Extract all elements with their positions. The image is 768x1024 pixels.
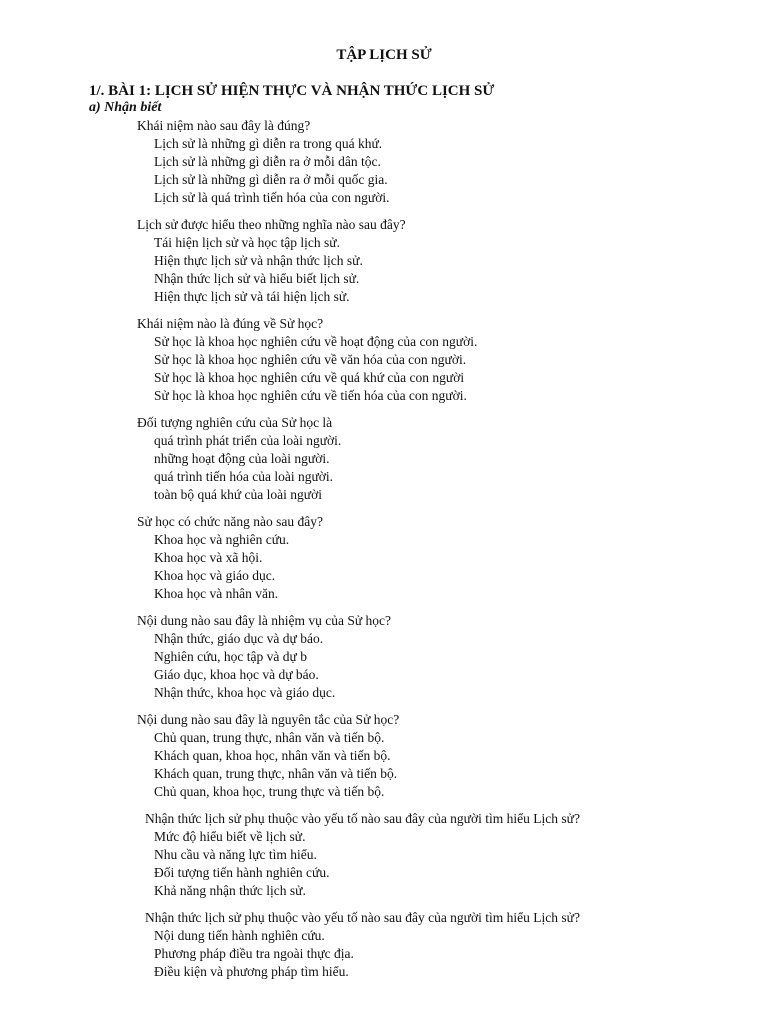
question-text: Nội dung nào sau đây là nhiệm vụ của Sử học? (137, 613, 392, 628)
answer-option: Giáo dục, khoa học và dự báo. (154, 667, 319, 682)
answer-option: Mức độ hiểu biết về lịch sử. (154, 829, 306, 844)
answer-option: toàn bộ quá khứ của loài người (154, 487, 322, 502)
question-7 (0, 711, 768, 801)
answer-option: Sử học là khoa học nghiên cứu về văn hóa của con người. (154, 352, 467, 367)
answer-option: Chủ quan, trung thực, nhân văn và tiến bộ. (154, 730, 385, 745)
question-text: Khái niệm nào là đúng về Sử học? (137, 316, 324, 331)
answer-option: Đối tượng tiến hành nghiên cứu. (154, 865, 330, 880)
answer-option: Sử học là khoa học nghiên cứu về quá khứ của con người (154, 370, 465, 385)
answer-option: Hiện thực lịch sử và nhận thức lịch sử. (154, 253, 363, 268)
answer-option: Khoa học và giáo dục. (154, 568, 276, 583)
answer-option: Nghiên cứu, học tập và dự b (154, 649, 307, 664)
answer-option: Khách quan, khoa học, nhân văn và tiến bộ. (154, 748, 391, 763)
answer-option: Sử học là khoa học nghiên cứu về tiến hóa của con người. (154, 388, 467, 403)
question-text: Sử học có chức năng nào sau đây? (137, 514, 323, 529)
question-text: Đối tượng nghiên cứu của Sử học là (137, 415, 333, 430)
document-title: TẬP LỊCH SỬ (336, 47, 432, 63)
answer-option: Lịch sử là những gì diễn ra trong quá khứ. (154, 136, 383, 151)
answer-option: Lịch sử là những gì diễn ra ở mỗi quốc gia. (154, 172, 388, 187)
question-3 (0, 315, 768, 405)
answer-option: Khoa học và nghiên cứu. (154, 532, 290, 547)
answer-option: Khoa học và nhân văn. (154, 586, 279, 601)
answer-option: Nhu cầu và năng lực tìm hiểu. (154, 847, 317, 862)
answer-option: Nhận thức, giáo dục và dự báo. (154, 631, 324, 646)
question-8 (0, 810, 768, 900)
question-9 (0, 909, 768, 981)
answer-option: Phương pháp điều tra ngoài thực địa. (154, 946, 354, 961)
answer-option: Sử học là khoa học nghiên cứu về hoạt động của con người. (154, 334, 478, 349)
question-6 (0, 612, 768, 702)
question-text: Nhận thức lịch sử phụ thuộc vào yếu tố nào sau đây của người tìm hiểu Lịch sử? (145, 811, 580, 826)
question-1 (0, 117, 768, 207)
answer-option: Điều kiện và phương pháp tìm hiểu. (154, 964, 349, 979)
question-5 (0, 513, 768, 603)
answer-option: Chủ quan, khoa học, trung thực và tiến bộ. (154, 784, 385, 799)
answer-option: Tái hiện lịch sử và học tập lịch sử. (154, 235, 340, 250)
answer-option: Khả năng nhận thức lịch sử. (154, 883, 306, 898)
question-list (0, 117, 768, 990)
answer-option: Lịch sử là những gì diễn ra ở mỗi dân tộc. (154, 154, 381, 169)
answer-option: Nhận thức lịch sử và hiểu biết lịch sử. (154, 271, 360, 286)
question-text: Nhận thức lịch sử phụ thuộc vào yếu tố nào sau đây của người tìm hiểu Lịch sử? (145, 910, 580, 925)
answer-option: những hoạt động của loài người. (154, 451, 330, 466)
answer-option: Khách quan, trung thực, nhân văn và tiến bộ. (154, 766, 398, 781)
question-text: Khái niệm nào sau đây là đúng? (137, 118, 311, 133)
answer-option: Hiện thực lịch sử và tái hiện lịch sử. (154, 289, 350, 304)
question-text: Lịch sử được hiểu theo những nghĩa nào sau đây? (137, 217, 406, 232)
answer-option: quá trình tiến hóa của loài người. (154, 469, 334, 484)
lesson-title: 1/. BÀI 1: LỊCH SỬ HIỆN THỰC VÀ NHẬN THỨC LỊCH SỬ (89, 83, 495, 99)
answer-option: Nhận thức, khoa học và giáo dục. (154, 685, 336, 700)
question-2 (0, 216, 768, 306)
question-text: Nội dung nào sau đây là nguyên tắc của Sử học? (137, 712, 400, 727)
answer-option: Lịch sử là quá trình tiến hóa của con người. (154, 190, 390, 205)
answer-option: quá trình phát triển của loài người. (154, 433, 342, 448)
section-title: a) Nhận biết (89, 100, 162, 115)
answer-option: Nội dung tiến hành nghiên cứu. (154, 928, 325, 943)
question-4 (0, 414, 768, 504)
answer-option: Khoa học và xã hội. (154, 550, 263, 565)
